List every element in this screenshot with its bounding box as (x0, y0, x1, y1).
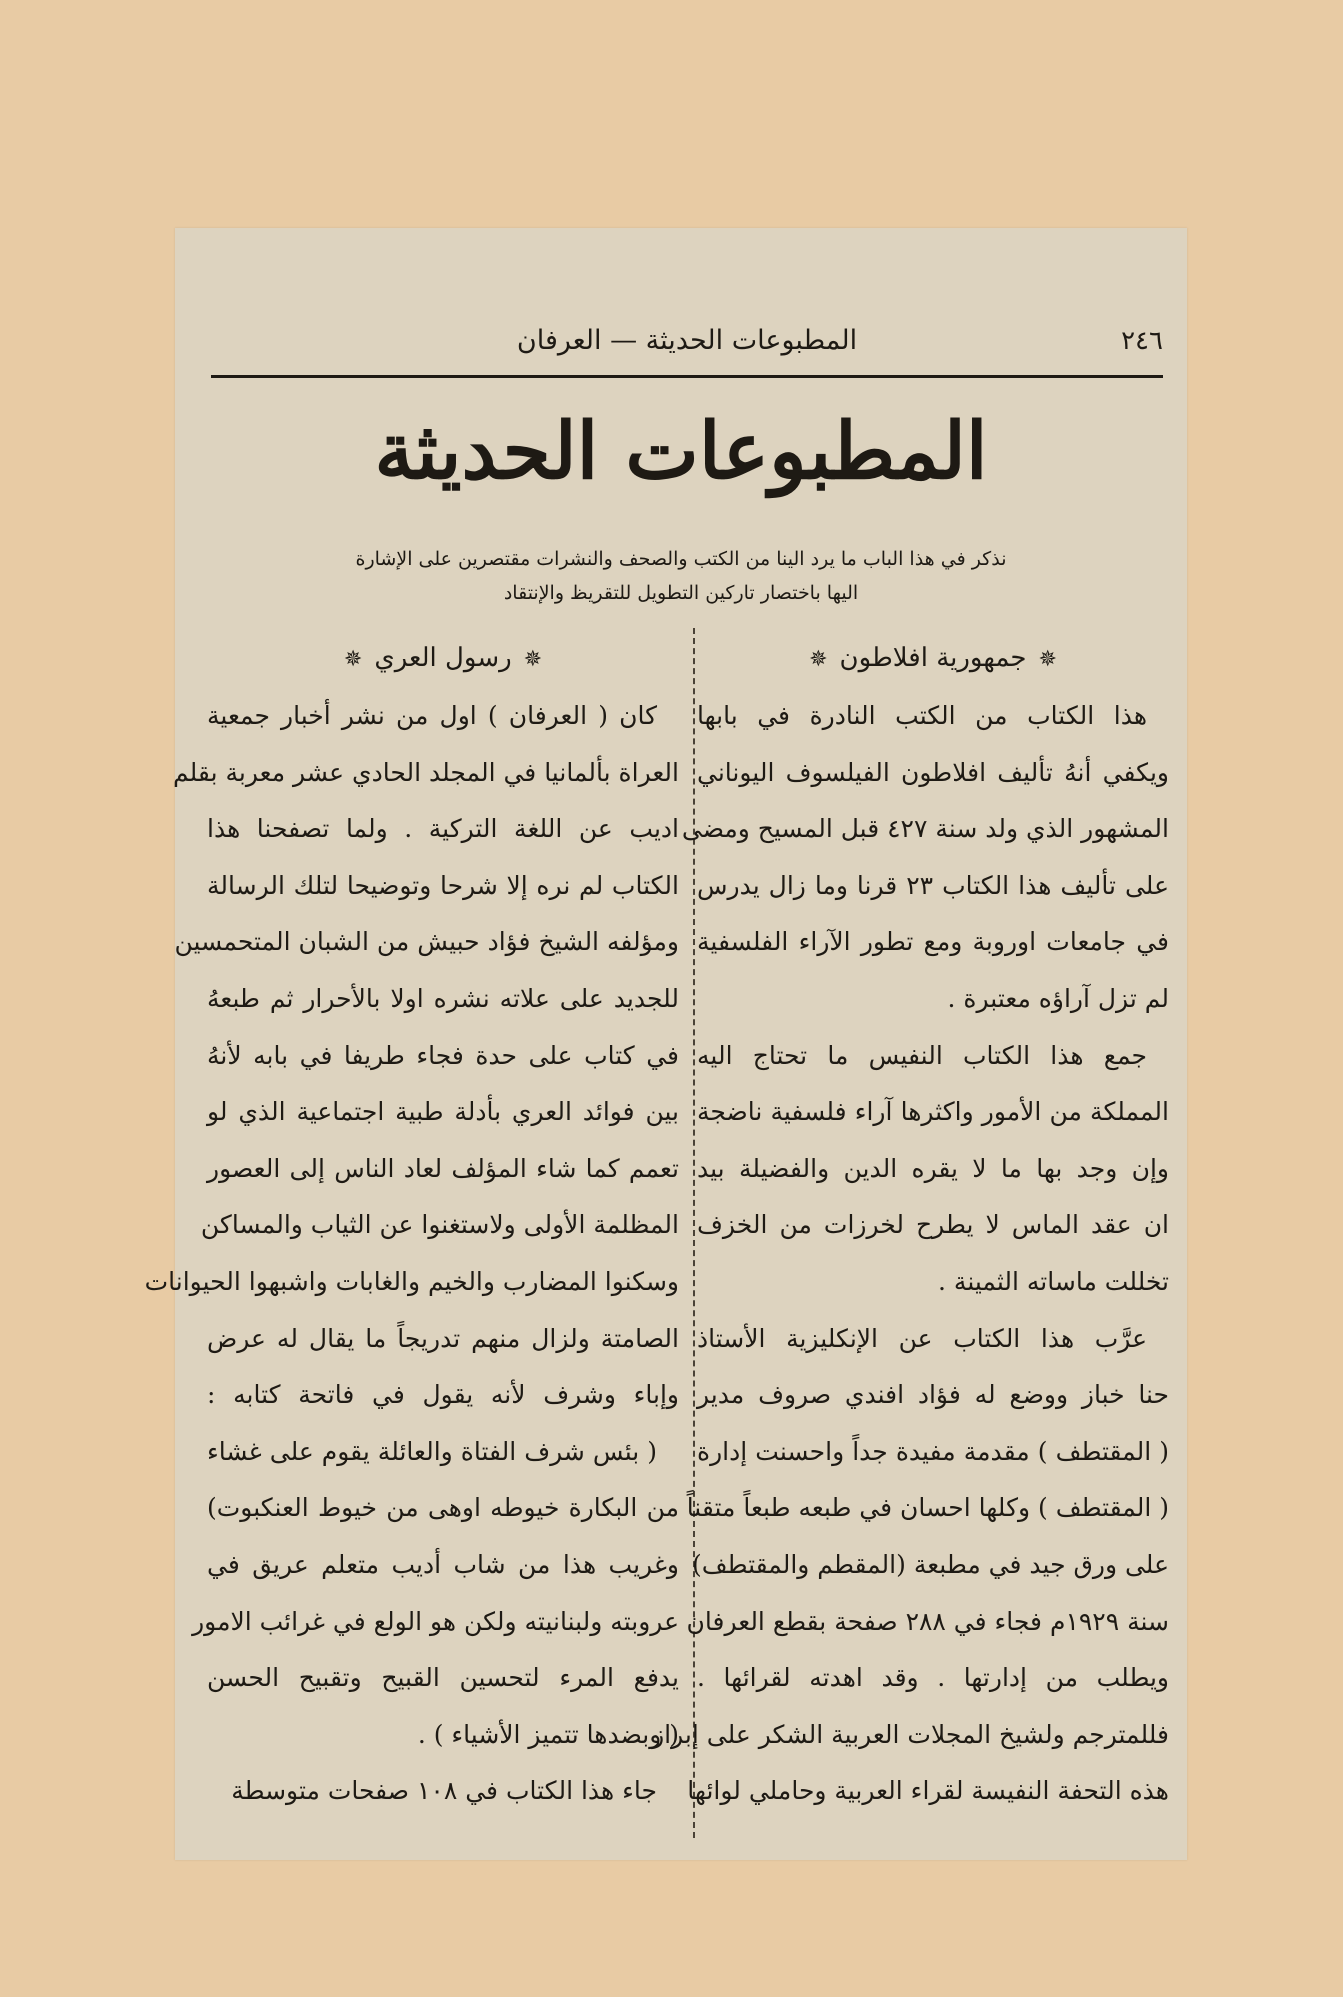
text-line: تعمم كما شاء المؤلف لعاد الناس إلى العصور (207, 1153, 679, 1183)
text-line: تخللت ماساته الثمينة . (938, 1266, 1169, 1296)
section-masthead: المطبوعات الحديثة (374, 406, 988, 497)
text-line: ويطلب من إدارتها . وقد اهدته لقرائها . (697, 1663, 1169, 1693)
text-line: هذا الكتاب من الكتب النادرة في بابها (697, 701, 1147, 730)
page-header (211, 316, 1163, 366)
article-heading (207, 628, 679, 688)
intro-line: اليها باختصار تاركين التطويل للتقريظ والإنتقاد (503, 582, 859, 604)
text-line: وإباء وشرف لأنه يقول في فاتحة كتابه : (207, 1380, 679, 1410)
text-line: عرَّب هذا الكتاب عن الإنكليزية الأستاذ (697, 1323, 1147, 1353)
text-line: ومؤلفه الشيخ فؤاد حبيش من الشبان المتحمسين (174, 927, 679, 957)
header-rule (211, 375, 1163, 378)
magazine-page (144, 228, 1187, 1860)
text-line: سنة ١٩٢٩م فجاء في ٢٨٨ صفحة بقطع العرفان (686, 1606, 1169, 1636)
asterism-icon: ✵ (523, 647, 543, 672)
text-line: جاء هذا الكتاب في ١٠٨ صفحات متوسطة (231, 1776, 657, 1806)
text-line: الصامتة ولزال منهم تدريجاً ما يقال له عرض (207, 1323, 679, 1353)
text-line: ويكفي أنهُ تأليف افلاطون الفيلسوف اليوناني (697, 757, 1169, 787)
text-line: وغريب هذا من شاب أديب متعلم عريق في (207, 1549, 679, 1579)
text-line: المملكة من الأمور واكثرها آراء فلسفية ناضجة (697, 1097, 1169, 1127)
text-line: فللمترجم ولشيخ المجلات العربية الشكر على إبراز (652, 1719, 1169, 1749)
article-body (144, 688, 679, 1820)
text-line: ( المقتطف ) مقدمة مفيدة جداً واحسنت إدارة (697, 1436, 1169, 1466)
article-republic-of-plato (652, 628, 1169, 1820)
text-line: على ورق جيد في مطبعة (المقطم والمقتطف) (691, 1549, 1169, 1579)
text-line: ان عقد الماس لا يطرح لخرزات من الخزف (697, 1210, 1169, 1240)
text-line: بين فوائد العري بأدلة طبية اجتماعية الذي لو (207, 1097, 679, 1127)
text-line: في جامعات اوروبة ومع تطور الآراء الفلسفية (697, 927, 1169, 957)
asterism-icon: ✵ (343, 647, 363, 672)
text-line: لم تزل آراؤه معتبرة . (947, 983, 1169, 1013)
text-line: حنا خباز ووضع له فؤاد افندي صروف مدير (697, 1380, 1169, 1410)
intro-line: نذكر في هذا الباب ما يرد الينا من الكتب والصحف والنشرات مقتصرين على الإشارة (355, 548, 1007, 570)
text-line: وإن وجد بها ما لا يقره الدين والفضيلة بيد (697, 1153, 1169, 1183)
text-line: في كتاب على حدة فجاء طريفا في بابه لأنهُ (207, 1040, 679, 1070)
text-line: المظلمة الأولى ولاستغنوا عن الثياب والمساكن (200, 1210, 679, 1240)
article-title: رسول العري (374, 643, 512, 673)
asterism-icon: ✵ (1038, 647, 1057, 672)
text-line: اديب عن اللغة التركية . ولما تصفحنا هذا (207, 814, 679, 844)
running-title: المطبوعات الحديثة — العرفان (516, 325, 858, 356)
text-line: يدفع المرء لتحسين القبيح وتقبيح الحسن (207, 1663, 679, 1693)
text-line: ( وبضدها تتميز الأشياء ) . (417, 1719, 679, 1749)
text-line: العراة بألمانيا في المجلد الحادي عشر معربة بقلم (173, 757, 679, 787)
page-number: ٢٤٦ (1121, 326, 1163, 356)
text-line: جمع هذا الكتاب النفيس ما تحتاج اليه (697, 1040, 1147, 1070)
article-title: جمهورية افلاطون (839, 643, 1027, 673)
text-line: ( بئس شرف الفتاة والعائلة يقوم على غشاء (207, 1436, 657, 1466)
text-line: عروبته ولبنانيته ولكن هو الولع في غرائب الامور (192, 1606, 679, 1636)
text-line: على تأليف هذا الكتاب ٢٣ قرنا وما زال يدرس (697, 870, 1169, 900)
text-line: الكتاب لم نره إلا شرحا وتوضيحا لتلك الرسالة (207, 870, 679, 900)
text-line: وسكنوا المضارب والخيم والغابات واشبهوا الحيوانات (144, 1266, 679, 1296)
article-body (652, 688, 1169, 1820)
text-line: هذه التحفة النفيسة لقراء العربية وحاملي لوائها (687, 1776, 1169, 1806)
section-intro (275, 542, 1087, 610)
article-apostle-of-nudity (144, 628, 679, 1820)
text-line: من البكارة خيوطه اوهى من خيوط العنكبوت) (207, 1493, 679, 1523)
text-line: للجديد على علاته نشره اولا بالأحرار ثم طبعهُ (207, 983, 679, 1013)
text-line: ( المقتطف ) وكلها احسان في طبعه طبعاً متقناً (686, 1493, 1169, 1523)
text-line: كان ( العرفان ) اول من نشر أخبار جمعية (207, 701, 657, 730)
asterism-icon: ✵ (809, 647, 828, 672)
text-line: المشهور الذي ولد سنة ٤٢٧ قبل المسيح ومضى (681, 814, 1169, 844)
article-heading (697, 628, 1169, 688)
